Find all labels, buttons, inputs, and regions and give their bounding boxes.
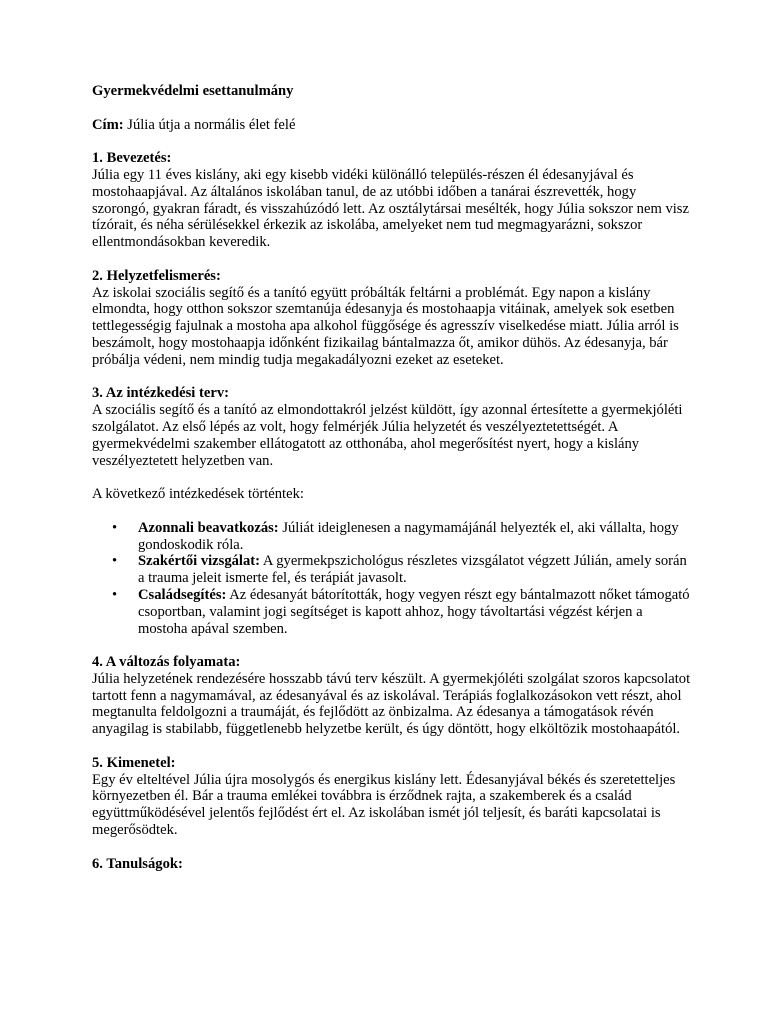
measure-text: Az édesanyát bátorították, hogy vegyen részt egy bántalmazott nőket támogató csoportban, valamint jogi segítséget is kapott ahhoz, hogy távoltartási végzést kérjen a mostoha apával szemben. [138,586,690,637]
measures-intro: A következő intézkedések történtek: [92,486,304,503]
list-item [92,587,692,637]
subject-line [92,117,692,134]
section-heading-6: 6. Tanulságok: [92,855,183,872]
section-heading-3: 3. Az intézkedési terv: [92,385,229,402]
bullet-icon: • [112,553,118,570]
section-heading-2: 2. Helyzetfelismerés: [92,267,221,284]
section-heading-4: 4. A változás folyamata: [92,654,241,671]
list-item [92,553,692,587]
bullet-icon: • [112,519,118,536]
document-page [92,83,692,872]
subject-text: Júlia útja a normális élet felé [123,116,296,133]
bullet-icon: • [112,586,118,603]
section-heading-5: 5. Kimenetel: [92,754,176,771]
measure-text: Júliát ideiglenesen a nagymamájánál helyezték el, aki vállalta, hogy gondoskodik róla. [138,519,679,553]
section-body-5: Egy év elteltével Júlia újra mosolygós és energikus kislány lett. Édesanyjával békés és szeretetteljes környezetben él. Bár a trauma emlékei továbbra is érződnek rajta, a szakemberek és a család együttműködésével jelentős fejlődést ért el. Az iskolában ismét jól teljesít, és baráti kapcsolatai is megerősödtek. [92,771,676,839]
section-body-2: Az iskolai szociális segítő és a tanító együtt próbálták feltárni a problémát. Egy napon a kislány elmondta, hogy otthon sokszor szemtanúja édesanyja és mostohaapja vitáinak, amelyek sok esetben tettlegességig fajulnak a mostoha apa alkohol függősége és agresszív viselkedése miatt. Júlia arról is beszámolt, hogy mostohaapja időnként fizikailag bántalmazza őt, amikor dühös. Az édesanyja, bár próbálja védeni, nem mindig tudja megakadályozni ezeket az eseteket. [92,284,679,368]
section-body-3: A szociális segítő és a tanító az elmondottakról jelzést küldött, így azonnal értesítette a gyermekjóléti szolgálatot. Az első lépés az volt, hogy felmérjék Júlia helyzetét és veszélyeztetettségét. A gyermekvédelmi szakember ellátogatott az otthonába, ahol megerősítést nyert, hogy a kislány veszélyeztetett helyzetben van. [92,402,683,469]
measure-label: Azonnali beavatkozás: [138,519,279,536]
measure-text: A gyermekpszichológus részletes vizsgálatot végzett Júlián, amely során a trauma jeleit ismerte fel, és terápiát javasolt. [138,553,687,587]
section-body-1: Júlia egy 11 éves kislány, aki egy kisebb vidéki különálló település-részen él édesanyjával és mostohaapjával. Az általános iskolában tanul, de az utóbbi időben a tanárai észrevették, hogy szorongó, gyakran fáradt, és visszahúzódó lett. Az osztálytársai mesélték, hogy Júlia sokszor nem visz tízórait, és néha sérülésekkel érkezik az iskolába, amelyeket nem tud megmagyarázni, sokszor ellentmondásokban keveredik. [92,166,689,251]
subject-label: Cím: [92,116,124,133]
list-item [92,520,692,554]
document-title: Gyermekvédelmi esettanulmány [92,83,294,99]
measures-list [92,520,692,638]
section-body-4: Júlia helyzetének rendezésére hosszabb távú terv készült. A gyermekjóléti szolgálat szoros kapcsolatot tartott fenn a nagymamával, az édesanyával és az iskolával. Terápiás foglalkozásokon vett részt, ahol megtanulta feldolgozni a traumáját, és fejlődött az önbizalma. Az édesanya a támogatások révén anyagilag is stabilabb, függetlenebb helyzetbe került, és úgy döntött, hogy elköltözik mostohaapától. [92,670,691,738]
measure-label: Szakértői vizsgálat: [138,553,260,570]
section-heading-1: 1. Bevezetés: [92,150,172,167]
measure-label: Családsegítés: [138,586,227,603]
